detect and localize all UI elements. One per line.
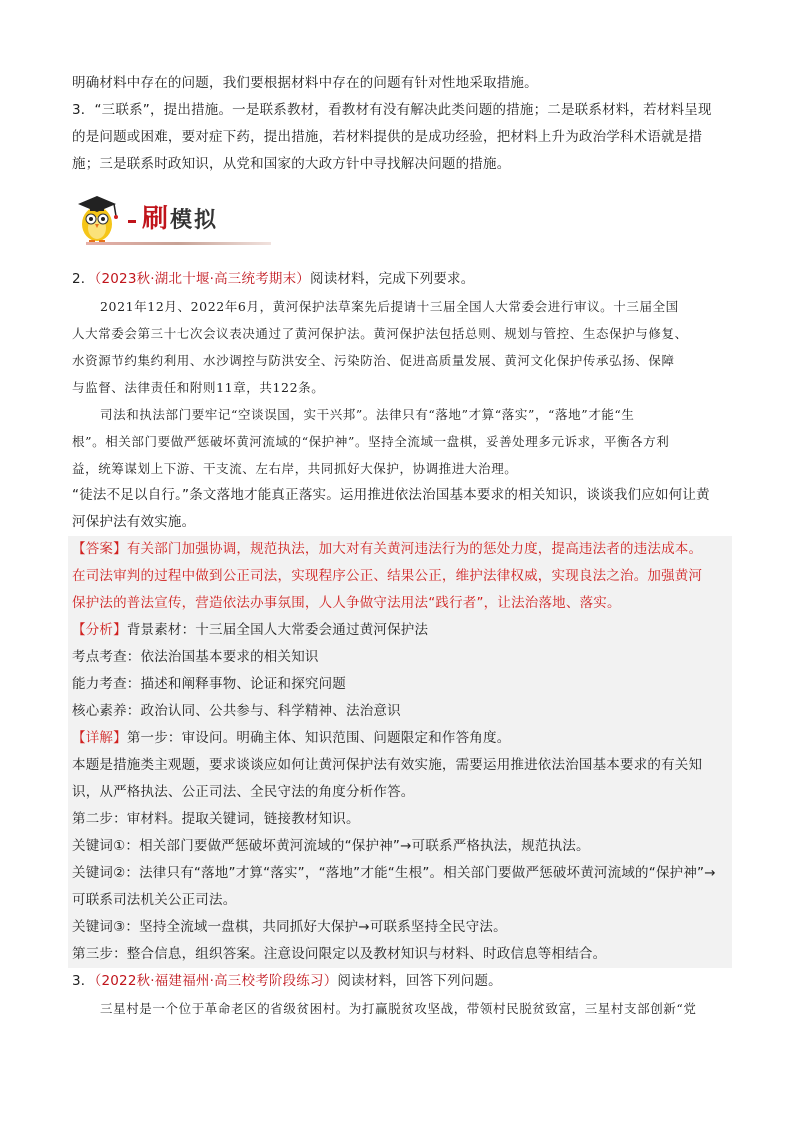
analysis-line xyxy=(72,617,732,644)
detail-text: 第一步：审设问。明确主体、知识范围、问题限定和作答角度。 xyxy=(126,730,511,746)
question-prompt: 阅读材料，回答下列问题。 xyxy=(337,973,502,989)
question-source: （2022秋·福建福州·高三校考阶段练习） xyxy=(94,973,338,989)
question-prompt: 阅读材料，完成下列要求。 xyxy=(310,271,475,287)
material-line: 三星村是一个位于革命老区的省级贫困村。为打赢脱贫攻坚战，带领村民脱贫致富，三星村支部创新“党 xyxy=(100,1001,697,1016)
banner-underline xyxy=(86,242,271,245)
section-banner xyxy=(72,190,732,252)
analysis-line: 能力考查：描述和阐释事物、论证和探究问题 xyxy=(72,676,346,692)
detail-line: 可联系司法机关公正司法。 xyxy=(72,892,237,908)
detail-line: 第三步：整合信息，组织答案。注意设问限定以及教材知识与材料、时政信息等相结合。 xyxy=(72,946,607,962)
section-title-main: 刷 xyxy=(142,204,171,234)
material-line: 益，统筹谋划上下游、干支流、左右岸，共同抓好大保护，协调推进大治理。 xyxy=(72,461,518,476)
question-line: “徒法不足以自行。”条文落地才能真正落实。运用推进依法治国基本要求的相关知识，谈谈我们应如何让黄 xyxy=(72,487,710,503)
analysis-line: 核心素养：政治认同、公共参与、科学精神、法治意识 xyxy=(72,703,401,719)
question-number: 3． xyxy=(72,973,95,989)
intro-line: 施；三是联系时政知识，从党和国家的大政方针中寻找解决问题的措施。 xyxy=(72,156,511,172)
material-line: 水资源节约集约利用、水沙调控与防洪安全、污染防治、促进高质量发展、黄河文化保护传承弘扬、保障 xyxy=(72,353,675,368)
analysis-line: 考点考查：依法治国基本要求的相关知识 xyxy=(72,649,319,665)
detail-tag: 【详解】 xyxy=(72,730,127,746)
question-line: 河保护法有效实施。 xyxy=(72,514,196,530)
material-line: 人大常委会第三十七次会议表决通过了黄河保护法。黄河保护法包括总则、规划与管控、生态保护与修复、 xyxy=(72,326,688,341)
document-page xyxy=(72,70,732,1022)
section-title-sub: 模拟 xyxy=(170,207,219,233)
detail-line: 识，从严格执法、公正司法、全民守法的角度分析作答。 xyxy=(72,784,415,800)
answer-tag: 【答案】 xyxy=(72,541,127,557)
detail-line: 关键词①：相关部门要做严惩破坏黄河流域的“保护神”→可联系严格执法，规范执法。 xyxy=(72,838,590,854)
material-line: 根”。相关部门要做严惩破坏黄河流域的“保护神”。坚持全流域一盘棋，妥善处理多元诉求，平衡各方利 xyxy=(72,434,670,449)
answer-block xyxy=(68,536,732,968)
material-line: 司法和执法部门要牢记“空谈误国，实干兴邦”。法律只有“落地”才算“落实”，“落地”才能“生 xyxy=(100,407,635,422)
mascot-icon xyxy=(74,192,120,244)
question-source: （2023秋·湖北十堰·高三统考期末） xyxy=(94,271,310,287)
question-number: 2． xyxy=(72,271,95,287)
intro-line: 明确材料中存在的问题，我们要根据材料中存在的问题有针对性地采取措施。 xyxy=(72,75,538,91)
detail-line: 关键词②：法律只有“落地”才算“落实”，“落地”才能“生根”。相关部门要做严惩破坏黄河流域的“保护神”→ xyxy=(72,865,716,881)
question-3-header xyxy=(72,968,732,995)
analysis-text: 背景素材：十三届全国人大常委会通过黄河保护法 xyxy=(126,622,429,638)
intro-line: 3．“三联系”，提出措施。一是联系教材，看教材有没有解决此类问题的措施；二是联系材料，若材料呈现 xyxy=(72,102,712,118)
detail-line: 关键词③：坚持全流域一盘棋，共同抓好大保护→可联系坚持全民守法。 xyxy=(72,919,507,935)
detail-line: 本题是措施类主观题，要求谈谈应如何让黄河保护法有效实施，需要运用推进依法治国基本要求的有关知 xyxy=(72,757,703,773)
answer-text: 有关部门加强协调，规范执法，加大对有关黄河违法行为的惩处力度，提高违法者的违法成本。 xyxy=(126,541,703,557)
banner-dash xyxy=(128,220,136,223)
detail-line: 第二步：审材料。提取关键词，链接教材知识。 xyxy=(72,811,360,827)
section-title xyxy=(142,198,218,235)
detail-line xyxy=(72,725,732,752)
material-line: 与监督、法律责任和附则11章，共122条。 xyxy=(72,380,325,395)
intro-line: 的是问题或困难，要对症下药，提出措施，若材料提供的是成功经验，把材料上升为政治学科术语就是措 xyxy=(72,129,703,145)
answer-line: 保护法的普法宣传，营造依法办事氛围，人人争做守法用法“践行者”，让法治落地、落实。 xyxy=(72,595,621,611)
answer-line xyxy=(72,536,732,563)
answer-line: 在司法审判的过程中做到公正司法，实现程序公正、结果公正，维护法律权威，实现良法之治。加强黄河 xyxy=(72,568,703,584)
question-2-header xyxy=(72,266,732,293)
analysis-tag: 【分析】 xyxy=(72,622,127,638)
material-line: 2021年12月、2022年6月，黄河保护法草案先后提请十三届全国人大常委会进行审议。十三届全国 xyxy=(100,299,679,314)
